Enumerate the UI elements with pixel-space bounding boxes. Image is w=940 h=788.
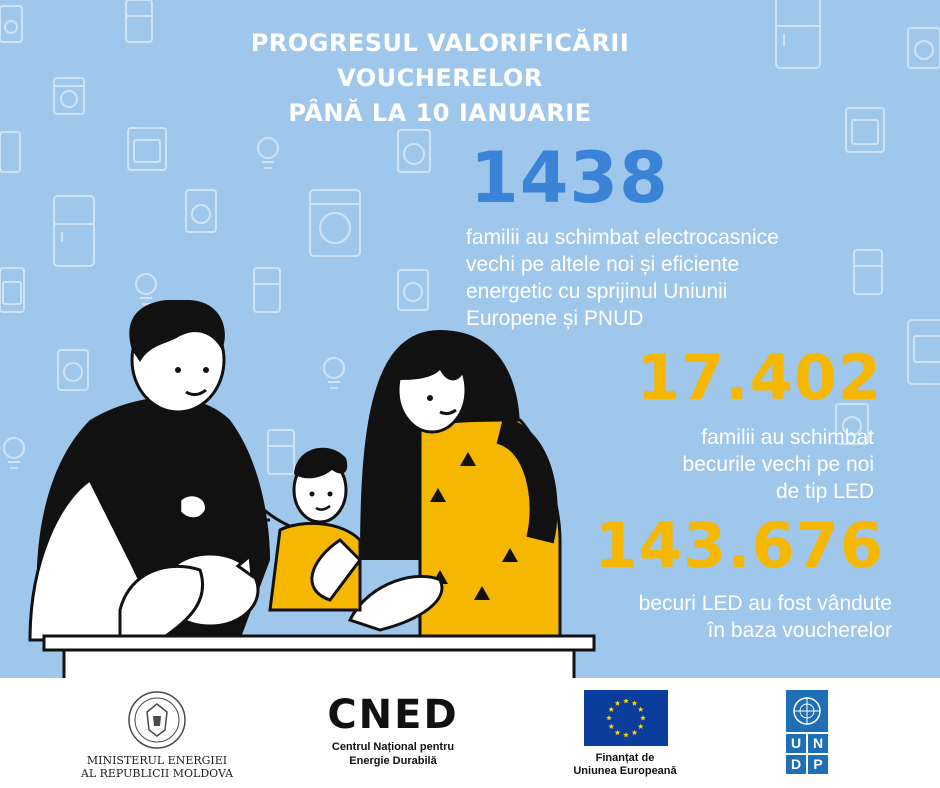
- stat-led-sold-value: 143.676: [594, 509, 884, 582]
- oven-icon: [846, 108, 884, 152]
- description-line: vechi pe altele noi și eficiente: [466, 253, 740, 276]
- description-line: Europene și PNUD: [466, 307, 644, 330]
- mother-figure: [350, 330, 560, 640]
- undp-letter: N: [808, 734, 828, 753]
- headline: [200, 26, 680, 131]
- table-top: [44, 636, 594, 650]
- stat-bulbs-families-value: 17.402: [636, 341, 882, 414]
- description-line: becurile vechi pe noi: [682, 453, 874, 476]
- description-line: de tip LED: [775, 480, 874, 503]
- cned-name: [318, 740, 468, 768]
- undp-letters: [786, 734, 828, 774]
- washing-machine-icon: [398, 130, 430, 172]
- table-front: [64, 650, 574, 680]
- cned-logo: CNED: [327, 692, 459, 738]
- fridge-icon: [126, 0, 152, 42]
- headline-line-2: VOUCHERELOR: [337, 64, 543, 92]
- undp-letter: U: [786, 734, 806, 753]
- washing-machine-icon: [310, 190, 360, 256]
- fridge-icon: [54, 196, 94, 266]
- description-line: becuri LED au fost vândute: [638, 592, 892, 615]
- oven-icon: [128, 128, 166, 170]
- undp-letter: P: [808, 755, 828, 774]
- cned-line-2: Energie Durabilă: [349, 755, 437, 767]
- eu-flag-icon: [584, 690, 668, 746]
- washing-machine-icon: [186, 190, 216, 232]
- oven-icon: [908, 320, 940, 384]
- description-line: familii au schimbat electrocasnice: [466, 226, 779, 249]
- headline-line-1: PROGRESUL VALORIFICĂRII: [250, 29, 630, 57]
- footer-logos: [0, 678, 940, 788]
- washing-machine-icon: [908, 28, 940, 68]
- description-line: familii au schimbat: [701, 426, 874, 449]
- stat-appliances-value: 1438: [470, 137, 669, 219]
- cned-line-1: Centrul Național pentru: [331, 741, 455, 753]
- eu-funding-text: [560, 752, 690, 778]
- eu-line-1: Finanțat de: [595, 752, 655, 764]
- coat-of-arms-icon: [127, 690, 187, 750]
- fridge-icon: [776, 0, 820, 68]
- washing-machine-icon: [0, 6, 22, 42]
- description-line: în baza voucherelor: [707, 619, 892, 642]
- ministry-name: [62, 754, 252, 780]
- headline-line-3: PÂNĂ LA 10 IANUARIE: [288, 99, 592, 127]
- washing-machine-icon: [54, 78, 84, 114]
- un-emblem-icon: [786, 690, 828, 732]
- description-line: energetic cu sprijinul Uniunii: [466, 280, 728, 303]
- eu-line-2: Uniunea Europeană: [573, 765, 677, 777]
- undp-letter: D: [786, 755, 806, 774]
- ministry-line-2: AL REPUBLICII MOLDOVA: [80, 767, 234, 780]
- oven-icon: [0, 132, 20, 172]
- family-illustration: [0, 300, 620, 680]
- ministry-line-1: MINISTERUL ENERGIEI: [86, 754, 228, 767]
- undp-logo: [786, 690, 828, 774]
- light-bulb-icon: [258, 138, 278, 168]
